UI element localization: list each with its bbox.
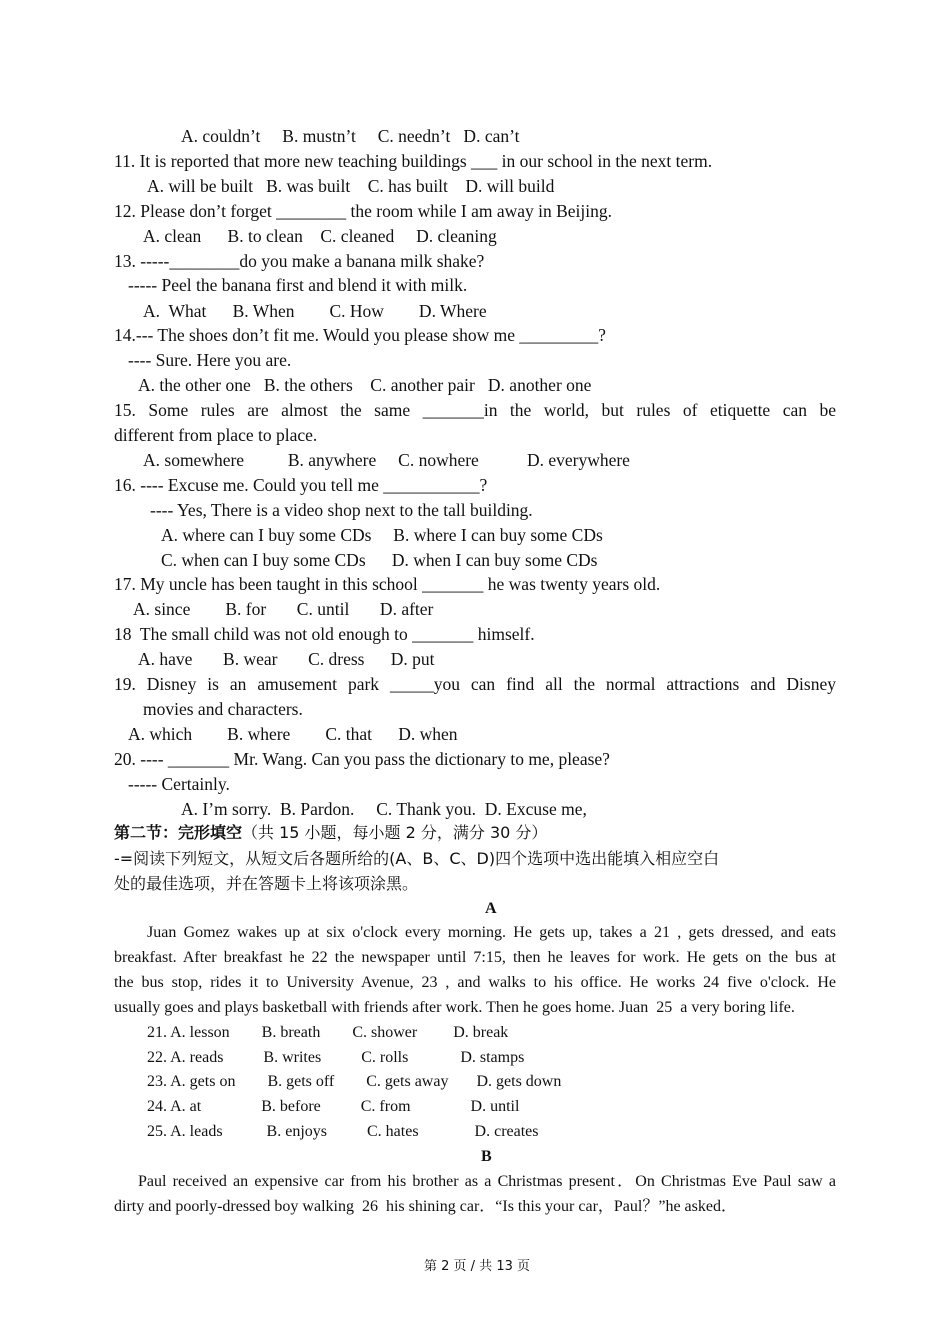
- choice-21: 21. A. lesson B. breath C. shower D. break: [147, 1024, 509, 1041]
- passage-a-line2: breakfast. After breakfast he 22 the newspaper until 7:15, then he leaves for work. He gets on the bus at: [114, 949, 836, 966]
- q16-stem: 16. ---- Excuse me. Could you tell me ___________?: [114, 475, 488, 495]
- choice-24: 24. A. at B. before C. from D. until: [147, 1098, 520, 1115]
- q15-stem-line2: different from place to place.: [114, 425, 318, 445]
- q18-options: A. have B. wear C. dress D. put: [138, 649, 435, 669]
- q16-options-cd: C. when can I buy some CDs D. when I can buy some CDs: [161, 550, 598, 570]
- q17-options: A. since B. for C. until D. after: [133, 599, 434, 619]
- q19-options: A. which B. where C. that D. when: [128, 724, 458, 744]
- section2-instruction-line2: 处的最佳选项，并在答题卡上将该项涂黑。: [114, 874, 419, 893]
- passage-a-line1: Juan Gomez wakes up at six o'clock every morning. He gets up, takes a 21 , gets dressed, and eats: [147, 924, 836, 941]
- q16-reply: ---- Yes, There is a video shop next to the tall building.: [150, 500, 533, 520]
- passage-a-line3: the bus stop, rides it to University Avenue, 23 , and walks to his office. He works 24 five o'clock. He: [114, 974, 836, 991]
- section2-score-note: （共 15 小题，每小题 2 分，满分 30 分）: [242, 823, 548, 842]
- q14-stem: 14.--- The shoes don’t fit me. Would you please show me _________?: [114, 325, 606, 345]
- passage-b-line1: Paul received an expensive car from his brother as a Christmas present．On Christmas Eve Paul saw a: [138, 1173, 836, 1190]
- choice-22: 22. A. reads B. writes C. rolls D. stamps: [147, 1049, 525, 1066]
- q20-stem: 20. ---- _______ Mr. Wang. Can you pass the dictionary to me, please?: [114, 749, 610, 769]
- q10-options: A. couldn’t B. mustn’t C. needn’t D. can’t: [181, 126, 520, 146]
- passage-b-line2: dirty and poorly-dressed boy walking 26 his shining car．“Is this your car，Paul？”he asked．: [114, 1198, 737, 1215]
- q14-reply: ---- Sure. Here you are.: [128, 350, 292, 370]
- q11-options: A. will be built B. was built C. has built D. will build: [147, 176, 555, 196]
- q19-stem-line1: 19. Disney is an amusement park _____you can find all the normal attractions and Disney: [114, 674, 836, 694]
- q13-reply: ----- Peel the banana first and blend it with milk.: [128, 275, 468, 295]
- q13-stem: 13. -----________do you make a banana milk shake?: [114, 251, 485, 271]
- q12-stem: 12. Please don’t forget ________ the room while I am away in Beijing.: [114, 201, 613, 221]
- q20-reply: ----- Certainly.: [128, 774, 230, 794]
- passage-a-heading: A: [485, 900, 497, 917]
- q18-stem: 18 The small child was not old enough to _______ himself.: [114, 624, 535, 644]
- q12-options: A. clean B. to clean C. cleaned D. cleaning: [143, 226, 497, 246]
- section2-title: 第二节：完形填空: [114, 823, 243, 842]
- choice-25: 25. A. leads B. enjoys C. hates D. creates: [147, 1123, 539, 1140]
- q20-options: A. I’m sorry. B. Pardon. C. Thank you. D. Excuse me,: [181, 799, 587, 819]
- q16-options-ab: A. where can I buy some CDs B. where I can buy some CDs: [161, 525, 603, 545]
- q11-stem: 11. It is reported that more new teaching buildings ___ in our school in the next term.: [114, 151, 713, 171]
- q15-stem-line1: 15. Some rules are almost the same _______in the world, but rules of etiquette can be: [114, 400, 836, 420]
- choice-23: 23. A. gets on B. gets off C. gets away D. gets down: [147, 1073, 562, 1090]
- q15-options: A. somewhere B. anywhere C. nowhere D. everywhere: [143, 450, 630, 470]
- q19-stem-line2: movies and characters.: [143, 699, 303, 719]
- page-footer: 第 2 页 / 共 13 页: [424, 1259, 530, 1274]
- q14-options: A. the other one B. the others C. another pair D. another one: [138, 375, 592, 395]
- q13-options: A. What B. When C. How D. Where: [143, 301, 487, 321]
- section2-instruction-line1: -=阅读下列短文，从短文后各题所给的(A、B、C、D)四个选项中选出能填入相应空白: [114, 849, 720, 868]
- section2-heading: [114, 822, 547, 844]
- passage-a-line4: usually goes and plays basketball with friends after work. Then he goes home. Juan 25 a very boring life.: [114, 999, 795, 1016]
- passage-b-heading: B: [481, 1148, 492, 1165]
- q17-stem: 17. My uncle has been taught in this school _______ he was twenty years old.: [114, 574, 661, 594]
